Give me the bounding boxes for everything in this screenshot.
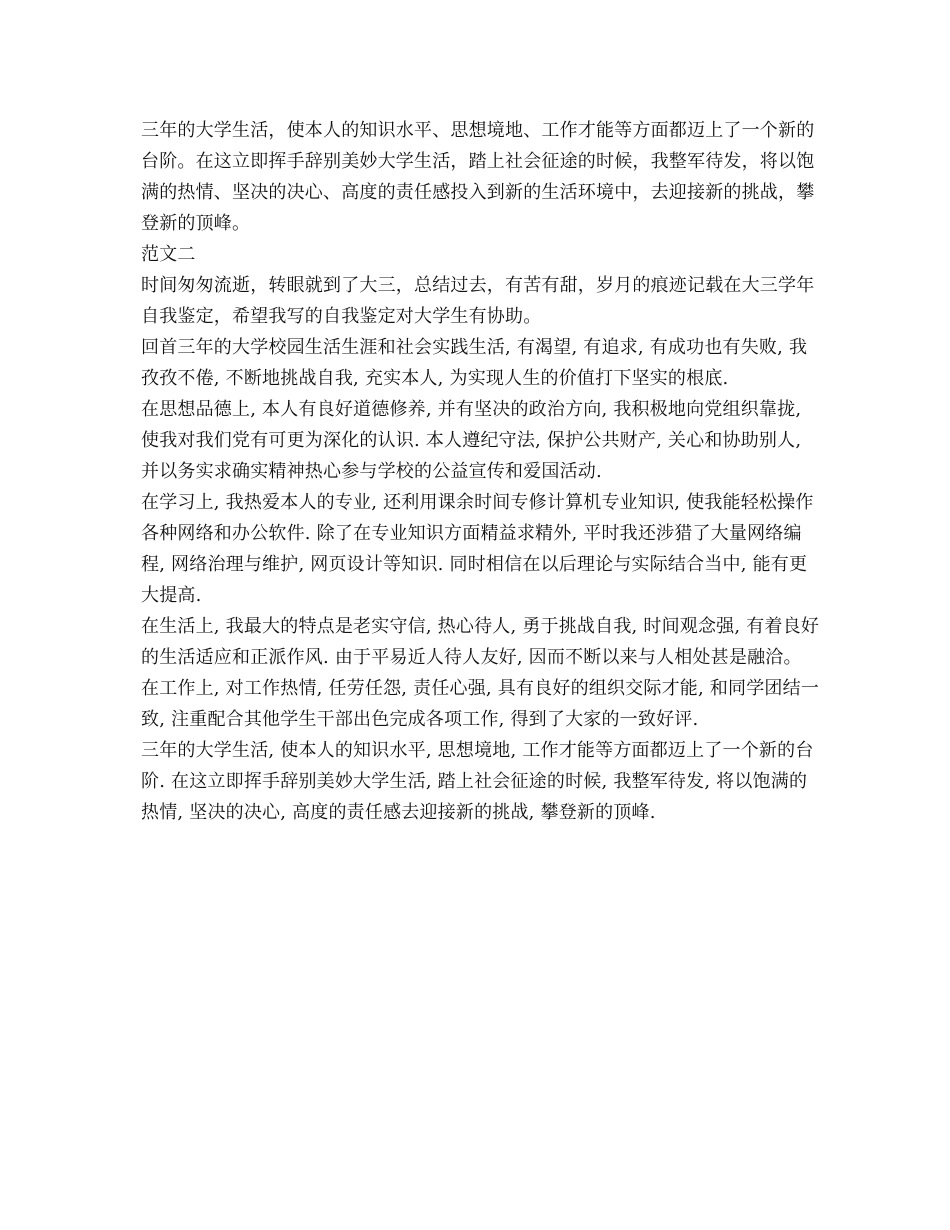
paragraph-life: 在生活上, 我最大的特点是老实守信, 热心待人, 勇于挑战自我, 时间观念强, 有着良好的生活适应和正派作风. 由于平易近人待人友好, 因而不断以来与人相处甚是融洽。 bbox=[141, 616, 820, 668]
paragraph-time-passes: 时间匆匆流逝，转眼就到了大三，总结过去，有苦有甜，岁月的痕迹记载在大三学年自我鉴定，希望我写的自我鉴定对大学生有协助。 bbox=[141, 275, 815, 327]
paragraph-conclusion: 三年的大学生活, 使本人的知识水平, 思想境地, 工作才能等方面都迈上了一个新的台阶. 在这立即挥手辞别美妙大学生活, 踏上社会征途的时候, 我整军待发, 将以饱满的热情, 坚决的决心, 高度的责任感去迎接新的挑战, 攀登新的顶峰. bbox=[141, 740, 814, 823]
paragraph-looking-back: 回首三年的大学校园生活生涯和社会实践生活, 有渴望, 有追求, 有成功也有失败, 我孜孜不倦, 不断地挑战自我, 充实本人, 为实现人生的价值打下坚实的根底. bbox=[141, 337, 808, 389]
section-heading-sample-two: 范文二 bbox=[141, 244, 196, 265]
document-body bbox=[141, 115, 821, 828]
paragraph-study: 在学习上, 我热爱本人的专业, 还利用课余时间专修计算机专业知识, 使我能轻松操作各种网络和办公软件. 除了在专业知识方面精益求精外, 平时我还涉猎了大量网络编程, 网络治理与维护, 网页设计等知识. 同时相信在以后理论与实际结合当中, 能有更大提高. bbox=[141, 492, 814, 606]
paragraph-work: 在工作上, 对工作热情, 任劳任怨, 责任心强, 具有良好的组织交际才能, 和同学团结一致, 注重配合其他学生干部出色完成各项工作, 得到了大家的一致好评. bbox=[141, 678, 820, 730]
paragraph-morality: 在思想品德上, 本人有良好道德修养, 并有坚决的政治方向, 我积极地向党组织靠拢, 使我对我们党有可更为深化的认识. 本人遵纪守法, 保护公共财产, 关心和协助别人, 并以务实求确实精神热心参与学校的公益宣传和爱国活动. bbox=[141, 399, 802, 482]
paragraph-intro-summary: 三年的大学生活，使本人的知识水平、思想境地、工作才能等方面都迈上了一个新的台阶。在这立即挥手辞别美妙大学生活，踏上社会征途的时候，我整军待发，将以饱满的热情、坚决的决心、高度的责任感投入到新的生活环境中，去迎接新的挑战，攀登新的顶峰。 bbox=[141, 120, 815, 234]
